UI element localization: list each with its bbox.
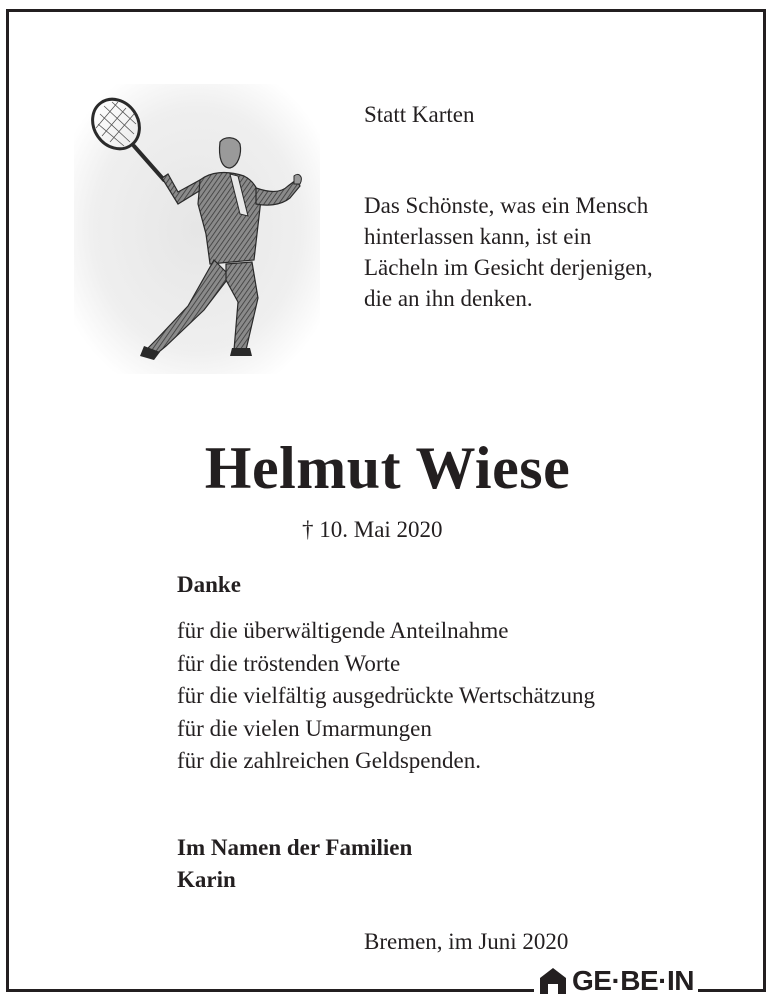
family-signature <box>177 832 412 896</box>
thanks-line: für die tröstenden Worte <box>177 650 401 676</box>
memorial-quote <box>364 190 653 314</box>
death-date: † 10. Mai 2020 <box>302 517 443 542</box>
family-line: Im Namen der Familien <box>177 835 413 860</box>
deceased-name: Helmut Wiese <box>204 435 571 501</box>
quote-line: Lächeln im Gesicht derjenigen, <box>364 255 653 280</box>
publisher-logo-text: GE·BE·IN <box>572 965 694 996</box>
thanks-list <box>177 615 595 778</box>
family-line: Karin <box>177 867 236 892</box>
thanks-line: für die vielen Umarmungen <box>177 715 432 741</box>
quote-line: Das Schönste, was ein Mensch <box>364 193 649 218</box>
thanks-heading: Danke <box>177 572 241 597</box>
thanks-line: für die überwältigende Anteilnahme <box>177 618 509 643</box>
publisher-logo <box>534 964 698 998</box>
thanks-line: für die vielfältig ausgedrückte Wertschätzung <box>177 683 595 708</box>
intro-text: Statt Karten <box>364 102 475 127</box>
gebein-logo-icon <box>538 966 568 996</box>
quote-line: die an ihn denken. <box>364 286 533 311</box>
tennis-player-drawing-icon <box>74 84 320 374</box>
place-date: Bremen, im Juni 2020 <box>364 929 569 954</box>
thanks-line: für die zahlreichen Geldspenden. <box>177 748 481 773</box>
quote-line: hinterlassen kann, ist ein <box>364 224 592 249</box>
